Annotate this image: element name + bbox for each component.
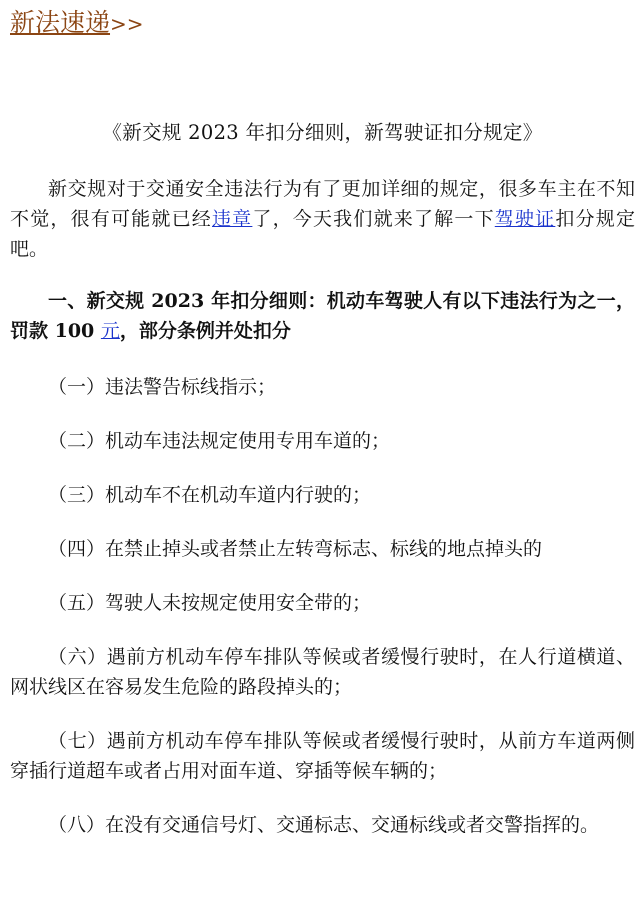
double-chevron-right-icon: >> bbox=[110, 12, 144, 36]
section-heading bbox=[10, 286, 635, 346]
intro-text-2: 了，今天我们就来了解一下 bbox=[252, 208, 495, 230]
list-item: （二）机动车违法规定使用专用车道的； bbox=[48, 430, 391, 452]
yuan-link[interactable]: 元 bbox=[100, 320, 120, 342]
article-body bbox=[10, 118, 635, 864]
section-heading-text-1: 一、新交规 2023 年扣分细则：机动车驾驶人有以下违法行为之一，罚款 100 bbox=[10, 290, 635, 342]
intro-text-3: 扣分规定吧。 bbox=[10, 208, 635, 260]
list-item: （八）在没有交通信号灯、交通标志、交通标线或者交警指挥的。 bbox=[48, 814, 600, 836]
new-law-express-link[interactable]: 新法速递 bbox=[10, 8, 111, 37]
list-item: （三）机动车不在机动车道内行驶的； bbox=[48, 484, 372, 506]
breadcrumb-new-law-express[interactable] bbox=[10, 6, 144, 41]
intro-text-1: 新交规对于交通安全违法行为有了更加详细的规定，很多车主在不知不觉，很有可能就已经 bbox=[10, 178, 635, 230]
article-title: 《新交规 2023 年扣分细则，新驾驶证扣分规定》 bbox=[102, 121, 543, 144]
violation-link[interactable]: 违章 bbox=[211, 208, 253, 230]
list-item: （一）违法警告标线指示； bbox=[48, 376, 277, 398]
list-item: （四）在禁止掉头或者禁止左转弯标志、标线的地点掉头的 bbox=[48, 538, 543, 560]
intro-paragraph bbox=[10, 174, 635, 264]
section-heading-text-2: ，部分条例并处扣分 bbox=[119, 320, 291, 342]
list-item: （七）遇前方机动车停车排队等候或者缓慢行驶时，从前方车道两侧穿插行道超车或者占用对面车道、穿插等候车辆的； bbox=[10, 730, 635, 782]
list-item: （五）驾驶人未按规定使用安全带的； bbox=[48, 592, 372, 614]
drivers-license-link[interactable]: 驾驶证 bbox=[494, 208, 556, 230]
list-item: （六）遇前方机动车停车排队等候或者缓慢行驶时，在人行道横道、网状线区在容易发生危险的路段掉头的； bbox=[10, 646, 635, 698]
